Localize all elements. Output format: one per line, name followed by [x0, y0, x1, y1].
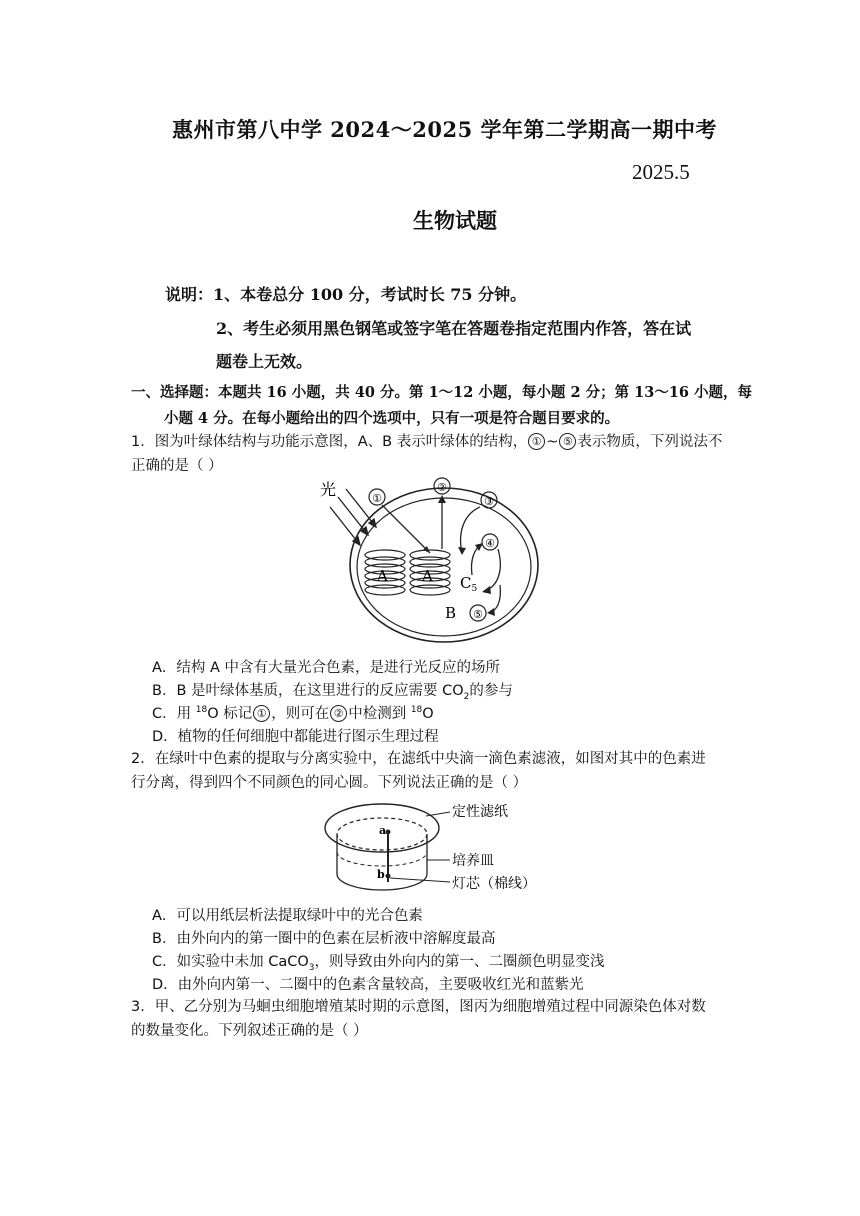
q1-option-c-sup-1: 18: [195, 705, 208, 716]
label-dish: 培养皿: [452, 853, 494, 869]
q1-option-c-end: O: [422, 706, 434, 722]
arrow-1-to-granum: [382, 505, 430, 553]
chloroplast-diagram: [312, 475, 542, 650]
leader-wick: [390, 878, 450, 882]
label-filter-paper: 定性滤纸: [452, 804, 508, 820]
section-1-line-1: 一、选择题：本题共 16 小题，共 40 分。第 1～12 小题，每小题 2 分；第 13～16 小题，每: [131, 384, 753, 401]
arrow-5-curve: [489, 585, 500, 613]
arrow-3-head: [458, 547, 466, 555]
point-a-label: a: [379, 824, 387, 837]
wick-point-b: [386, 874, 391, 879]
q2-option-c: [152, 950, 605, 973]
label-wick: 灯芯（棉线）: [452, 876, 536, 892]
c5-label: [460, 574, 477, 594]
q1-option-c-mid-2: ，则可在: [271, 706, 330, 722]
chromatography-diagram: [322, 796, 542, 898]
q3-stem-line-2: 的数量变化。下列叙述正确的是（ ）: [131, 1023, 368, 1039]
q1-stem-line-1: [131, 430, 722, 451]
q2-stem-line-1: 2．在绿叶中色素的提取与分离实验中，在滤纸中央滴一滴色素滤液，如图对其中的色素进: [131, 751, 706, 767]
q2-option-b: B．由外向内的第一圈中的色素在层析液中溶解度最高: [152, 931, 496, 947]
q1-stem-part-b: 表示物质，下列说法不: [577, 434, 723, 450]
substance-4: ④: [485, 537, 495, 550]
exam-date: 2025.5: [632, 160, 690, 184]
q2-stem-line-2: 行分离，得到四个不同颜色的同心圆。下列说法正确的是（ ）: [131, 775, 528, 791]
section-1-line-2: 小题 4 分。在每小题给出的四个选项中，只有一项是符合题目要求的。: [164, 410, 620, 427]
q2-option-c-sub: 3: [308, 962, 315, 973]
q3-stem-line-1: 3．甲、乙分别为马蛔虫细胞增殖某时期的示意图，图丙为细胞增殖过程中同源染色体对数: [131, 999, 706, 1015]
arrow-5-head: [487, 608, 495, 616]
structure-a-left: A: [377, 567, 388, 585]
q1-option-b-post: 的参与: [469, 683, 513, 699]
arrow-4-curve: [471, 544, 482, 575]
arrow-cycle-curve: [484, 549, 500, 591]
q1-option-c-circle-1: ①: [253, 705, 270, 722]
light-label: 光: [320, 480, 337, 499]
notes-label-text: 说明：: [165, 285, 214, 304]
q1-option-b-sub: 2: [463, 691, 470, 702]
exam-title: 惠州市第八中学 2024～2025 学年第二学期高一期中考: [172, 117, 718, 142]
q1-option-c-mid-3: 中检测到: [348, 706, 411, 722]
substance-5: ⑤: [473, 608, 483, 621]
q1-option-a: A．结构 A 中含有大量光合色素，是进行光反应的场所: [152, 660, 501, 676]
substance-3: ③: [484, 495, 494, 508]
notes-item-1: 1、本卷总分 100 分，考试时长 75 分钟。: [213, 285, 527, 304]
q1-stem-circle-1: ①: [528, 433, 545, 450]
q2-option-d: D．由外向内第一、二圈中的色素含量较高，主要吸收红光和蓝紫光: [152, 977, 584, 993]
q1-option-c-sup-2: 18: [410, 705, 423, 716]
substance-1: ①: [372, 492, 382, 505]
c5-letter: C: [460, 574, 472, 592]
q1-stem-part-a: 1．图为叶绿体结构与功能示意图，A、B 表示叶绿体的结构，: [131, 434, 528, 450]
substance-2: ②: [437, 481, 447, 494]
q1-option-c-pre: C．用: [152, 706, 196, 722]
q1-option-c: [152, 702, 434, 723]
exam-subject: 生物试题: [413, 208, 497, 233]
structure-b: B: [445, 604, 457, 622]
q1-option-d: D．植物的任何细胞中都能进行图示生理过程: [152, 729, 439, 745]
q2-option-c-post: ，则导致由外向内的第一、二圈颜色明显变浅: [314, 954, 605, 970]
wick-point-a: [386, 830, 391, 835]
dish-liquid-line: [337, 852, 427, 866]
notes-label: [165, 282, 526, 305]
q2-option-c-pre: C．如实验中未加 CaCO: [152, 954, 309, 970]
q1-option-c-mid-1: O 标记: [207, 706, 253, 722]
q1-stem-tilde: ~: [546, 434, 559, 450]
q2-option-a: A．可以用纸层析法提取绿叶中的光合色素: [152, 908, 423, 924]
q1-option-c-circle-2: ②: [330, 705, 347, 722]
arrow-2-head: [438, 495, 446, 503]
q1-option-b: [152, 679, 513, 702]
point-b-label: b: [377, 868, 385, 881]
q1-stem-circle-5: ⑤: [559, 433, 576, 450]
q1-option-b-pre: B．B 是叶绿体基质，在这里进行的反应需要 CO: [152, 683, 464, 699]
notes-item-2-line-2: 题卷上无效。: [216, 352, 313, 371]
q1-stem-line-2: 正确的是（ ）: [131, 458, 223, 474]
notes-item-2-line-1: 2、考生必须用黑色钢笔或签字笔在答题卷指定范围内作答，答在试: [216, 319, 692, 338]
structure-a-right: A: [422, 567, 433, 585]
arrow-cycle-head: [482, 586, 491, 594]
c5-sub: 5: [471, 584, 478, 594]
